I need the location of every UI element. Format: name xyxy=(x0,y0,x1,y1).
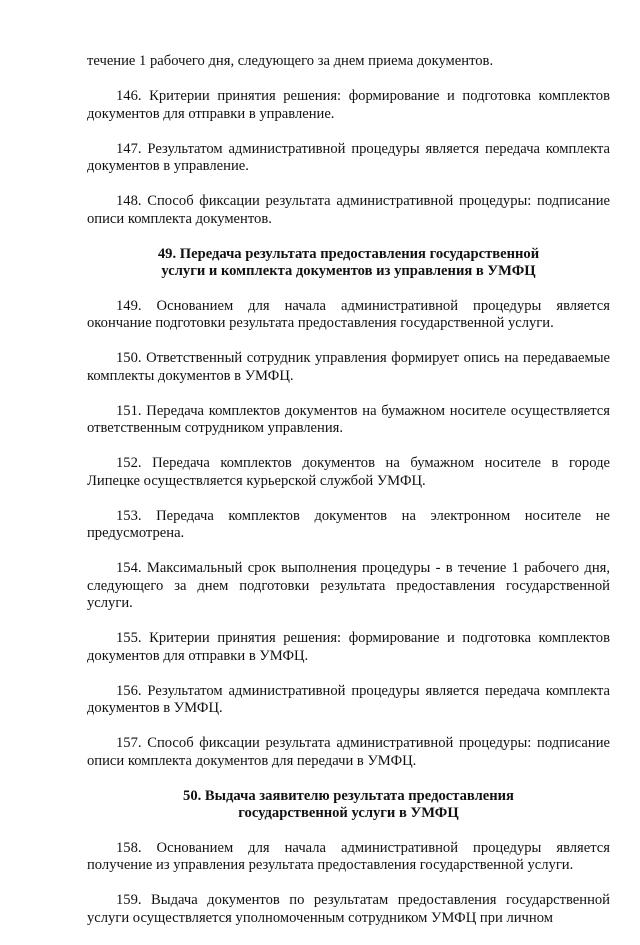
page-content xyxy=(87,53,610,945)
section-heading-49-line1: 49. Передача результата предоставления государственной xyxy=(157,245,540,262)
paragraph-153: 153. Передача комплектов документов на электронном носителе не предусмотрена. xyxy=(87,507,610,541)
section-heading-50 xyxy=(87,788,610,823)
paragraph-continuation: течение 1 рабочего дня, следующего за днем приема документов. xyxy=(87,53,494,69)
paragraph-146: 146. Критерии принятия решения: формирование и подготовка комплектов документов для отправки в управление. xyxy=(87,88,610,122)
section-heading-50-line1: 50. Выдача заявителю результата предоставления xyxy=(183,787,514,804)
paragraph-156: 156. Результатом административной процедуры является передача комплекта документов в УМФЦ. xyxy=(87,682,610,716)
section-heading-50-line2: государственной услуги в УМФЦ xyxy=(238,805,459,821)
paragraph-147: 147. Результатом административной процедуры является передача комплекта документов в управление. xyxy=(87,140,610,174)
section-heading-49-line2: услуги и комплекта документов из управления в УМФЦ xyxy=(161,263,536,279)
paragraph-151: 151. Передача комплектов документов на бумажном носителе осуществляется ответственным сотрудником управления. xyxy=(87,402,610,436)
paragraph-150: 150. Ответственный сотрудник управления формирует опись на передаваемые комплекты документов в УМФЦ. xyxy=(87,350,610,384)
paragraph-158: 158. Основанием для начала административной процедуры является получение из управления результата предоставления государственной услуги. xyxy=(87,839,610,873)
paragraph-152: 152. Передача комплектов документов на бумажном носителе в городе Липецке осуществляется курьерской службой УМФЦ. xyxy=(87,455,610,489)
paragraph-157: 157. Способ фиксации результата административной процедуры: подписание описи комплекта документов для передачи в УМФЦ. xyxy=(87,735,610,769)
section-heading-49 xyxy=(87,246,610,281)
paragraph-159: 159. Выдача документов по результатам предоставления государственной услуги осуществляется уполномоченным сотрудником УМФЦ при личном xyxy=(87,892,610,926)
paragraph-148: 148. Способ фиксации результата административной процедуры: подписание описи комплекта документов. xyxy=(87,193,610,227)
paragraph-149: 149. Основанием для начала административной процедуры является окончание подготовки результата предоставления государственной услуги. xyxy=(87,297,610,331)
paragraph-154: 154. Максимальный срок выполнения процедуры - в течение 1 рабочего дня, следующего за днем подготовки результата предоставления государственной услуги. xyxy=(87,560,610,611)
paragraph-155: 155. Критерии принятия решения: формирование и подготовка комплектов документов для отправки в УМФЦ. xyxy=(87,630,610,664)
